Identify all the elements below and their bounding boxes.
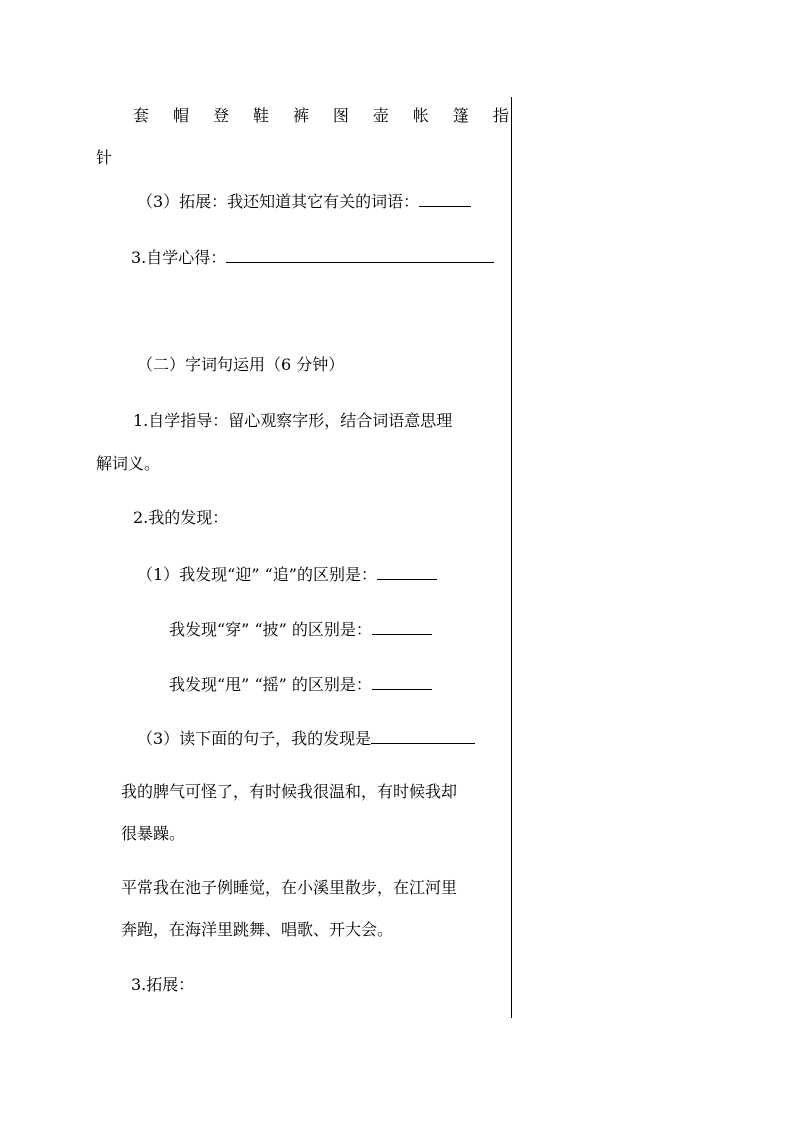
- guide-line-wrap: 解词义。: [96, 454, 161, 473]
- char-item: 指: [492, 106, 509, 125]
- sentence-line: 平常我在池子例睡觉，在小溪里散步，在江河里: [121, 878, 458, 897]
- self-learn-label: 3.自学心得：: [131, 248, 227, 267]
- sentence-line: 奔跑，在海洋里跳舞、唱歌、开大会。: [121, 920, 394, 939]
- char-item: 篷: [452, 106, 469, 125]
- expand-heading: 3.拓展：: [131, 975, 195, 994]
- answer-blank[interactable]: [377, 563, 437, 580]
- discover-title: 2.我的发现：: [133, 508, 229, 527]
- margin-rule: [511, 97, 512, 1018]
- char-item: 套: [133, 106, 150, 125]
- answer-blank[interactable]: [419, 190, 471, 207]
- char-item: 图: [332, 106, 349, 125]
- guide-line: 1.自学指导：留心观察字形，结合词语意思理: [133, 411, 453, 430]
- answer-blank[interactable]: [371, 727, 475, 744]
- discover-label: 我发现“穿” “披” 的区别是：: [169, 620, 372, 639]
- discover-read-label: （3）读下面的句子，我的发现是: [137, 729, 372, 748]
- char-item: 壶: [372, 106, 389, 125]
- answer-blank[interactable]: [372, 673, 432, 690]
- self-learn-line: [131, 246, 494, 268]
- char-item: 裤: [292, 106, 309, 125]
- section-title: （二）字词句运用（6 分钟）: [137, 355, 345, 374]
- char-wrap: 针: [96, 148, 113, 167]
- discover-label: 我发现“甩” “摇” 的区别是：: [169, 675, 372, 694]
- char-item: 鞋: [252, 106, 269, 125]
- answer-blank[interactable]: [372, 618, 432, 635]
- expand-line: [137, 190, 471, 212]
- discover-label: （1）我发现“迎” “追”的区别是：: [137, 565, 377, 584]
- discover-read-line: [137, 727, 475, 749]
- sentence-line: 很暴躁。: [121, 824, 186, 843]
- discover-line: [137, 563, 437, 585]
- char-item: 帽: [172, 106, 189, 125]
- answer-blank[interactable]: [226, 246, 494, 263]
- char-item: 帐: [412, 106, 429, 125]
- char-item: 登: [212, 106, 229, 125]
- character-row: [133, 106, 509, 126]
- discover-line: [169, 673, 432, 695]
- expand-label: （3）拓展：我还知道其它有关的词语：: [137, 192, 420, 211]
- discover-line: [169, 618, 432, 640]
- sentence-line: 我的脾气可怪了，有时候我很温和，有时候我却: [121, 782, 458, 801]
